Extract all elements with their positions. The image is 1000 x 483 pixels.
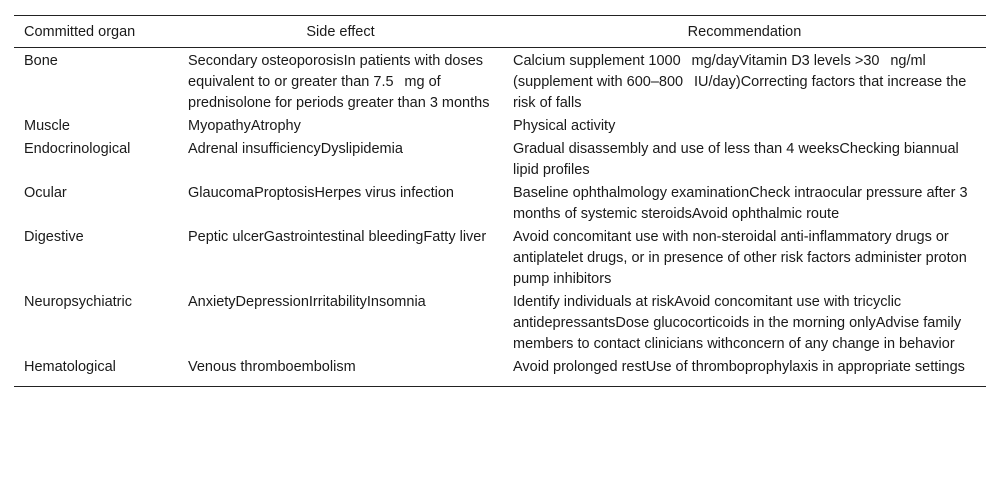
side-effect-cell: GlaucomaProptosisHerpes virus infection xyxy=(188,185,454,201)
side-effect-cell: MyopathyAtrophy xyxy=(188,118,301,134)
header-side-effect: Side effect xyxy=(178,16,503,48)
table-row xyxy=(14,356,986,387)
side-effect-cell: Venous thromboembolism xyxy=(178,356,503,387)
table-row xyxy=(14,182,986,226)
table-row xyxy=(14,48,986,116)
table-header-row xyxy=(14,16,986,48)
recommendation-cell: Avoid concomitant use with non-steroidal anti-inflammatory drugs or antiplatelet drugs, or in presence of other risk factors administer proton pump inhibitors xyxy=(513,229,967,287)
table-row xyxy=(14,115,986,138)
recommendation-cell: Gradual disassembly and use of less than 4 weeksChecking biannual lipid profiles xyxy=(513,141,959,178)
table-row xyxy=(14,291,986,356)
organ-cell: Bone xyxy=(24,53,58,69)
organ-cell: Ocular xyxy=(24,185,67,201)
organ-cell: Digestive xyxy=(24,229,84,245)
side-effect-cell: Peptic ulcerGastrointestinal bleedingFatty liver xyxy=(188,229,487,245)
recommendation-cell: Calcium supplement 1000 mg/dayVitamin D3 levels >30 ng/ml (supplement with 600–800 IU/day)Correcting factors that increase the risk of falls xyxy=(513,53,967,111)
recommendation-cell: Physical activity xyxy=(513,118,616,134)
side-effect-cell: AnxietyDepressionIrritabilityInsomnia xyxy=(188,294,426,310)
organ-cell: Hematological xyxy=(14,356,178,387)
table-row xyxy=(14,138,986,182)
side-effect-cell: Adrenal insufficiencyDyslipidemia xyxy=(188,141,403,157)
organ-cell: Endocrinological xyxy=(24,141,131,157)
recommendation-cell: Identify individuals at riskAvoid concomitant use with tricyclic antidepressantsDose glucocorticoids in the morning onlyAdvise family members to contact clinicians withconcern of any change in behavior xyxy=(513,294,962,352)
side-effects-table xyxy=(14,15,986,387)
recommendation-cell: Avoid prolonged restUse of thromboprophylaxis in appropriate settings xyxy=(503,356,986,387)
side-effect-cell: Secondary osteoporosisIn patients with doses equivalent to or greater than 7.5 mg of prednisolone for periods greater than 3 months xyxy=(188,53,490,111)
organ-cell: Neuropsychiatric xyxy=(24,294,132,310)
header-recommendation: Recommendation xyxy=(503,16,986,48)
recommendation-cell: Baseline ophthalmology examinationCheck intraocular pressure after 3 months of systemic steroidsAvoid ophthalmic route xyxy=(513,185,968,222)
table-container xyxy=(14,15,986,387)
organ-cell: Muscle xyxy=(24,118,70,134)
header-committed-organ: Committed organ xyxy=(14,16,178,48)
table-row xyxy=(14,226,986,291)
